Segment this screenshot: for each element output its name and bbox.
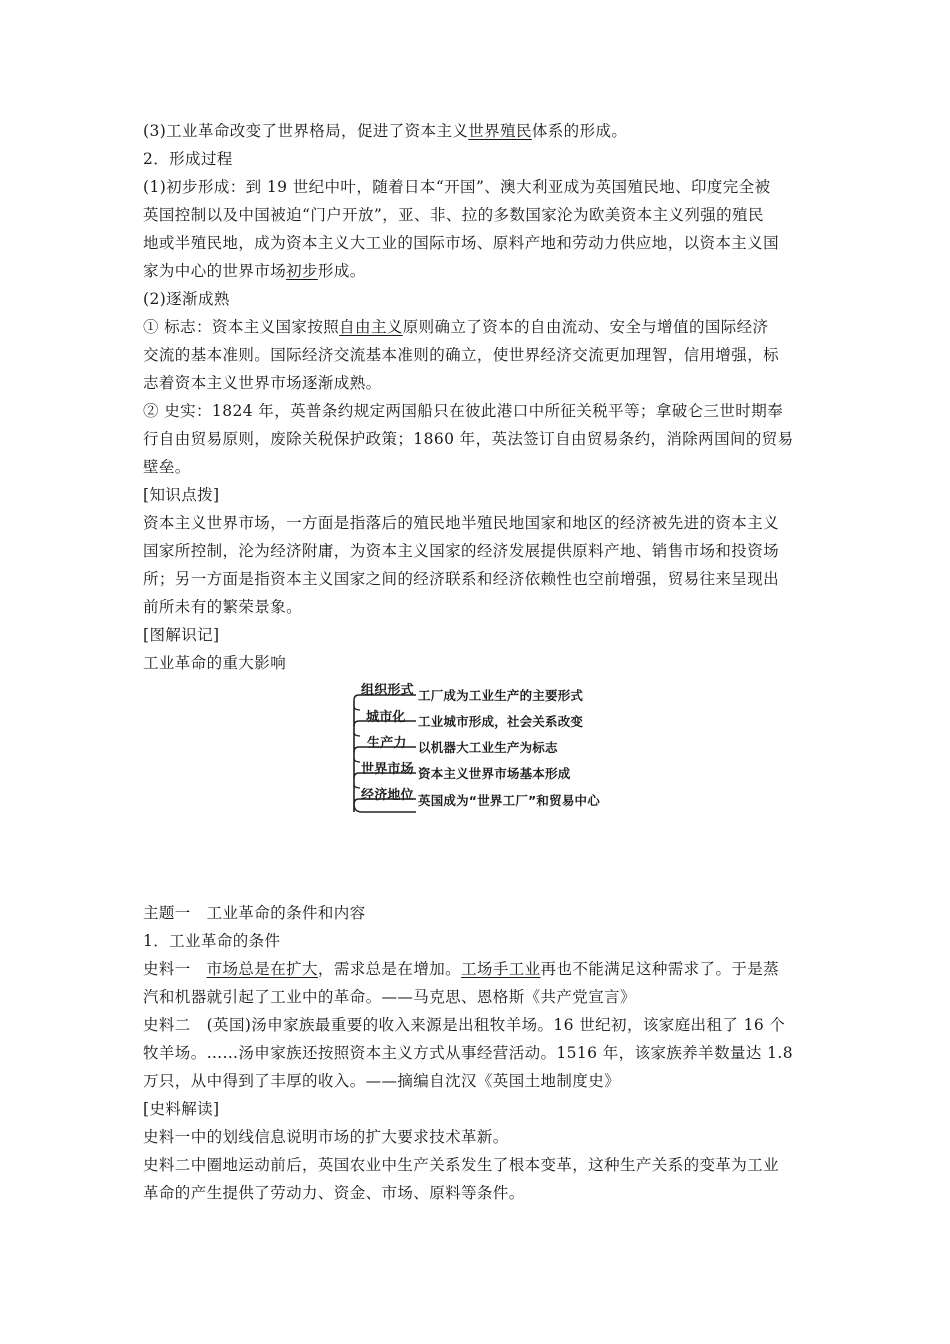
diagram-caption: 工业革命的重大影响 (143, 654, 287, 672)
paragraph-line: 英国控制以及中国被迫“门户开放”，亚、非、拉的多数国家沦为欧美资本主义列强的殖民 (143, 206, 764, 224)
paragraph-line: 万只，从中得到了丰厚的收入。——摘编自沈汉《英国土地制度史》 (143, 1072, 621, 1090)
paragraph-line: 史料二中圈地运动前后，英国农业中生产关系发生了根本变革，这种生产关系的变革为工业 (143, 1156, 780, 1174)
underlined-term: 自由主义 (339, 318, 403, 336)
diagram-value-economic-status: 英国成为“世界工厂”和贸易中心 (418, 793, 600, 808)
paragraph-line: ② 史实：1824 年，英普条约规定两国船只在彼此港口中所征关税平等；拿破仑三世时期奉 (143, 402, 784, 420)
diagram-value-urbanization: 工业城市形成，社会关系改变 (418, 714, 584, 729)
paragraph-line: 国家所控制，沦为经济附庸，为资本主义国家的经济发展提供原料产地、销售市场和投资场 (143, 542, 780, 560)
paragraph-line: 汽和机器就引起了工业中的革命。——马克思、恩格斯《共产党宣言》 (143, 988, 636, 1006)
paragraph-line: 家为中心的世界市场初步形成。 (143, 262, 366, 280)
subsection-heading: (2)逐渐成熟 (143, 290, 230, 308)
diagram-key-economic-status: 经济地位 (361, 788, 414, 803)
paragraph-line: 交流的基本准则。国际经济交流基本准则的确立，使世界经济交流更加理智，信用增强，标 (143, 346, 780, 364)
diagram-value-organization: 工厂成为工业生产的主要形式 (418, 688, 584, 703)
diagram-value-world-market: 资本主义世界市场基本形成 (418, 766, 571, 781)
paragraph-line: 行自由贸易原则，废除关税保护政策；1860 年，英法签订自由贸易条约，消除两国间的贸易 (143, 430, 794, 448)
paragraph-line: 史料一中的划线信息说明市场的扩大要求技术革新。 (143, 1128, 509, 1146)
underlined-term: 初步 (286, 262, 318, 280)
paragraph-line: (3)工业革命改变了世界格局，促进了资本主义世界殖民体系的形成。 (143, 122, 628, 140)
knowledge-tip-heading: [知识点拨] (143, 486, 220, 504)
paragraph-line: ① 标志：资本主义国家按照自由主义原则确立了资本的自由流动、安全与增值的国际经济 (143, 318, 769, 336)
impact-diagram (340, 676, 620, 821)
paragraph-line: 地或半殖民地，成为资本主义大工业的国际市场、原料产地和劳动力供应地，以资本主义国 (143, 234, 780, 252)
paragraph-line: 牧羊场。……汤申家族还按照资本主义方式从事经营活动。1516 年，该家族养羊数量达 1.8 (143, 1044, 793, 1062)
paragraph-line: 所；另一方面是指资本主义国家之间的经济联系和经济依赖性也空前增强，贸易往来呈现出 (143, 570, 780, 588)
paragraph-line: (1)初步形成：到 19 世纪中叶，随着日本“开国”、澳大利亚成为英国殖民地、印度完全被 (143, 178, 771, 196)
paragraph-line: 革命的产生提供了劳动力、资金、市场、原料等条件。 (143, 1184, 525, 1202)
topic-heading: 主题一 工业革命的条件和内容 (143, 904, 366, 922)
diagram-section-heading: [图解识记] (143, 626, 220, 644)
paragraph-line: 志着资本主义世界市场逐渐成熟。 (143, 374, 382, 392)
source-reading-heading: [史料解读] (143, 1100, 220, 1118)
paragraph-line: 壁垒。 (143, 458, 191, 476)
underlined-term: 世界殖民 (468, 122, 532, 140)
diagram-key-organization: 组织形式 (361, 683, 414, 698)
paragraph-line: 史料二 (英国)汤申家族最重要的收入来源是出租牧羊场。16 世纪初，该家庭出租了 16 个 (143, 1016, 786, 1034)
underlined-term: 市场总是在扩大 (206, 960, 318, 978)
paragraph-line: 史料一 市场总是在扩大，需求总是在增加。工场手工业再也不能满足这种需求了。于是蒸 (143, 960, 780, 978)
section-heading: 2．形成过程 (143, 150, 233, 168)
diagram-value-productivity: 以机器大工业生产为标志 (418, 740, 558, 755)
paragraph-line: 资本主义世界市场，一方面是指落后的殖民地半殖民地国家和地区的经济被先进的资本主义 (143, 514, 780, 532)
section-heading: 1．工业革命的条件 (143, 932, 281, 950)
diagram-key-world-market: 世界市场 (361, 762, 414, 777)
paragraph-line: 前所未有的繁荣景象。 (143, 598, 303, 616)
diagram-key-productivity: 生产力 (367, 736, 407, 751)
underlined-term: 工场手工业 (461, 960, 541, 978)
diagram-key-urbanization: 城市化 (366, 710, 406, 725)
